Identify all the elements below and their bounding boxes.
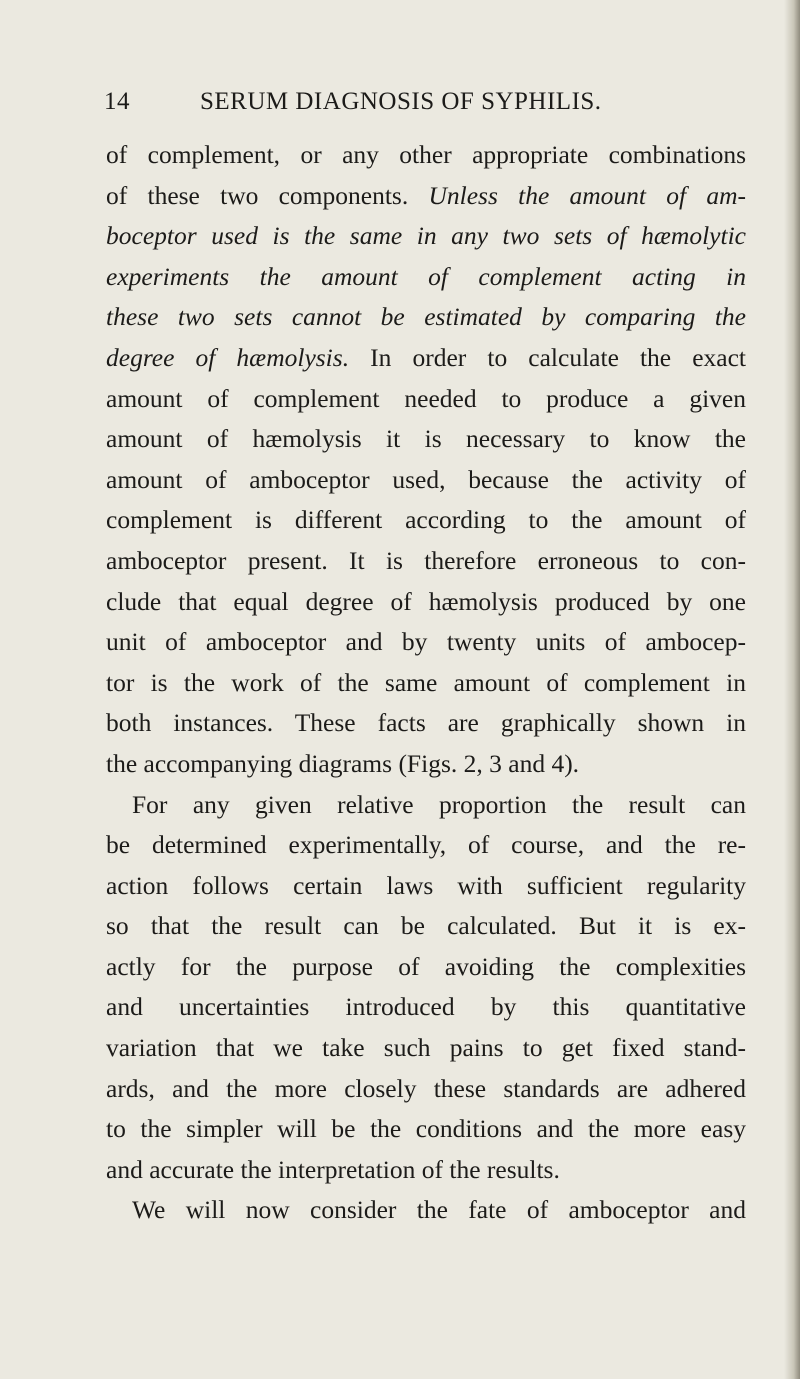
running-header: [104, 88, 744, 122]
text-line: For any given relative proportion the result can: [132, 789, 746, 819]
text-line: be determined experimentally, of course, and the re-: [106, 830, 746, 860]
text-line: amboceptor present. It is therefore erroneous to con-: [106, 545, 746, 575]
text-line: amount of hæmolysis it is necessary to know the: [106, 424, 746, 454]
text-line: the accompanying diagrams (Figs. 2, 3 and 4).: [106, 748, 580, 778]
running-title: SERUM DIAGNOSIS OF SYPHILIS.: [200, 88, 602, 115]
text-line: and uncertainties introduced by this quantitative: [106, 992, 746, 1022]
text-line: amount of complement needed to produce a given: [106, 383, 746, 413]
text-line: amount of amboceptor used, because the activity of: [106, 464, 746, 494]
text-line: experiments the amount of complement acting in: [106, 261, 746, 291]
page-number: 14: [104, 88, 130, 115]
text-line: action follows certain laws with sufficient regularity: [106, 870, 746, 900]
text-line: to the simpler will be the conditions and the more easy: [106, 1114, 746, 1144]
text-line: both instances. These facts are graphically shown in: [106, 708, 746, 738]
page-edge-shadow: [784, 0, 800, 1379]
text-line: of these two components. Unless the amount of am-: [106, 180, 746, 210]
text-line: actly for the purpose of avoiding the complexities: [106, 951, 746, 981]
text-line: We will now consider the fate of amboceptor and: [132, 1195, 746, 1225]
text-line: unit of amboceptor and by twenty units of ambocep-: [106, 627, 746, 657]
text-line: boceptor used is the same in any two sets of hæmolytic: [106, 221, 746, 251]
text-line: complement is different according to the amount of: [106, 505, 746, 535]
text-line: and accurate the interpretation of the results.: [106, 1154, 560, 1184]
text-line: tor is the work of the same amount of complement in: [106, 667, 746, 697]
text-line: these two sets cannot be estimated by comparing the: [106, 302, 746, 332]
text-line: ards, and the more closely these standards are adhered: [106, 1073, 746, 1103]
text-line: of complement, or any other appropriate combinations: [106, 140, 746, 169]
text-line: clude that equal degree of hæmolysis produced by one: [106, 586, 746, 616]
text-line: variation that we take such pains to get fixed stand-: [106, 1033, 746, 1063]
text-line: degree of hæmolysis. In order to calculate the exact: [106, 342, 746, 372]
text-line: so that the result can be calculated. But it is ex-: [106, 911, 746, 941]
body-text: [106, 135, 746, 1231]
